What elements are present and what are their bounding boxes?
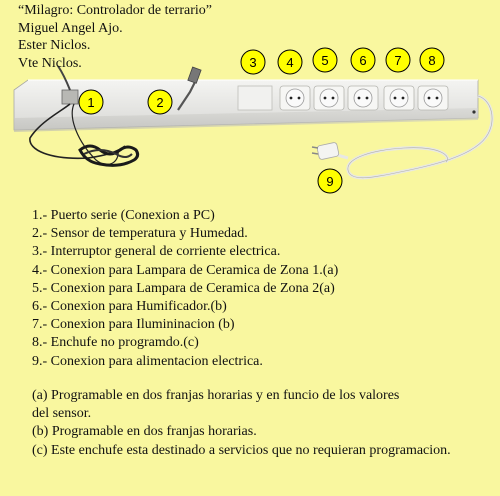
callout-5	[313, 48, 337, 72]
callout-4-label: 4	[286, 55, 294, 70]
socket-5	[314, 86, 344, 110]
credits	[18, 2, 212, 72]
callout-3-label: 3	[249, 55, 257, 70]
footnote-b: (b) Programable en dos franjas horarias.	[32, 424, 257, 440]
socket-6	[348, 86, 378, 110]
socket-row	[280, 86, 448, 110]
legend-item-9: 9.- Conexion para alimentacion electrica.	[32, 353, 263, 369]
callout-3	[241, 50, 265, 74]
callout-8-label: 8	[428, 53, 436, 68]
socket-7	[384, 86, 414, 110]
legend-item-3: 3.- Interruptor general de corriente electrica.	[32, 244, 281, 260]
component-legend	[32, 207, 338, 371]
footnote-c: (c) Este enchufe esta destinado a servicios que no requieran programacion.	[32, 442, 451, 458]
author-1: Miguel Angel Ajo.	[18, 20, 123, 36]
legend-item-5: 5.- Conexion para Lampara de Ceramica de Zona 2(a)	[32, 280, 335, 296]
project-title: “Milagro: Controlador de terrario”	[18, 3, 212, 18]
callout-9-label: 9	[326, 174, 334, 189]
main-switch	[238, 86, 272, 110]
footnote-a: (a) Programable en dos franjas horarias y en funcio de los valores	[32, 388, 400, 403]
callout-2	[148, 90, 172, 114]
legend-item-6: 6.- Conexion para Humificador.(b)	[32, 299, 227, 315]
footnote-a-continued: del sensor.	[32, 406, 92, 422]
legend-item-2: 2.- Sensor de temperatura y Humedad.	[32, 226, 248, 242]
callout-5-label: 5	[321, 53, 329, 68]
callout-2-label: 2	[156, 95, 164, 110]
legend-item-1: 1.- Puerto serie (Conexion a PC)	[32, 208, 215, 223]
callout-9	[318, 169, 342, 193]
callout-4	[278, 50, 302, 74]
power-plug	[312, 142, 339, 160]
callout-8	[420, 48, 444, 72]
callout-1-label: 1	[87, 95, 95, 110]
callout-6	[351, 48, 375, 72]
callout-7	[386, 48, 410, 72]
coiled-cable	[80, 146, 138, 165]
legend-item-7: 7.- Conexion para Ilumininacion (b)	[32, 317, 235, 333]
legend-item-4: 4.- Conexion para Lampara de Ceramica de Zona 1.(a)	[32, 262, 339, 278]
socket-4	[280, 86, 310, 110]
author-3: Vte Niclos.	[18, 55, 82, 71]
footnotes	[32, 387, 451, 460]
legend-item-8: 8.- Enchufe no programdo.(c)	[32, 335, 199, 351]
callout-1	[79, 90, 103, 114]
socket-8	[418, 86, 448, 110]
author-2: Ester Niclos.	[18, 38, 91, 53]
callout-6-label: 6	[359, 53, 367, 68]
callout-7-label: 7	[394, 53, 402, 68]
